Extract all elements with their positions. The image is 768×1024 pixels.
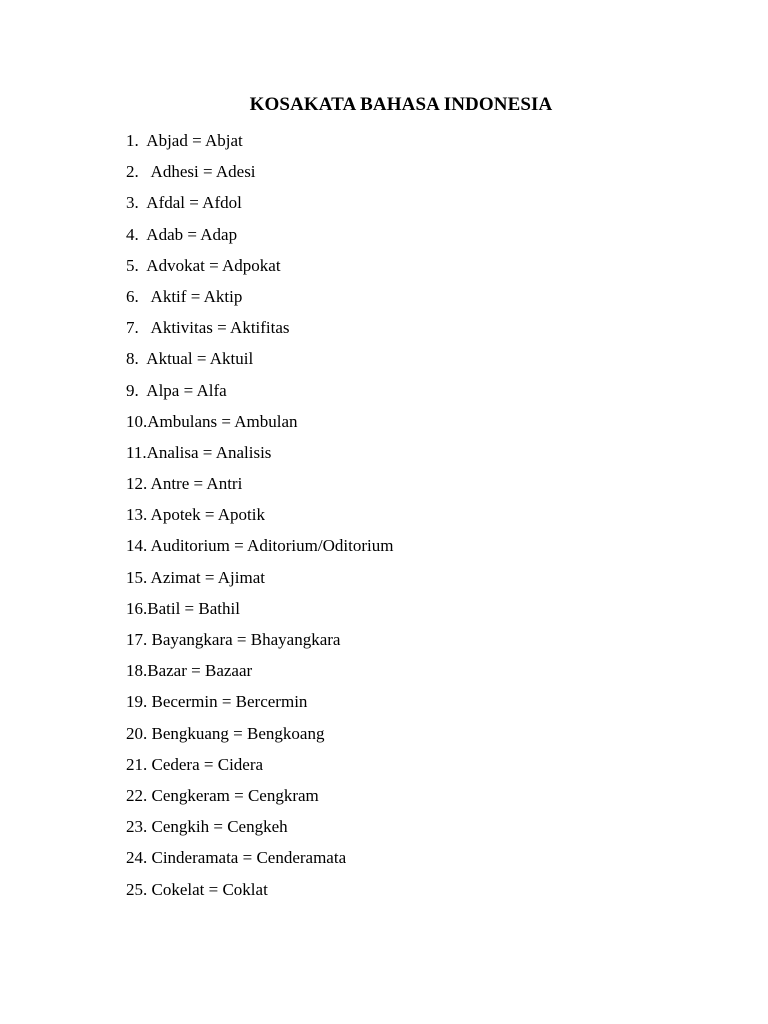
vocabulary-item: 1. Abjad = Abjat xyxy=(126,131,243,150)
vocabulary-item: 23. Cengkih = Cengkeh xyxy=(126,817,288,837)
vocabulary-item: 14. Auditorium = Aditorium/Oditorium xyxy=(126,536,394,556)
vocabulary-item: 18.Bazar = Bazaar xyxy=(126,661,253,681)
vocabulary-item: 6. Aktif = Aktip xyxy=(126,286,243,306)
vocabulary-item: 17. Bayangkara = Bhayangkara xyxy=(126,630,341,649)
vocabulary-item: 22. Cengkeram = Cengkram xyxy=(126,785,319,805)
vocabulary-item: 15. Azimat = Ajimat xyxy=(126,567,265,587)
vocabulary-item: 11.Analisa = Analisis xyxy=(126,442,272,462)
vocabulary-list xyxy=(126,128,393,908)
vocabulary-item: 20. Bengkuang = Bengkoang xyxy=(126,723,325,743)
vocabulary-item: 4. Adab = Adap xyxy=(126,224,238,244)
vocabulary-item: 5. Advokat = Adpokat xyxy=(126,255,281,275)
vocabulary-item: 25. Cokelat = Coklat xyxy=(126,879,268,899)
vocabulary-item: 24. Cinderamata = Cenderamata xyxy=(126,848,347,868)
vocabulary-item: 21. Cedera = Cidera xyxy=(126,754,264,774)
vocabulary-item: 9. Alpa = Alfa xyxy=(126,380,227,400)
vocabulary-item: 3. Afdal = Afdol xyxy=(126,193,242,213)
vocabulary-item: 19. Becermin = Bercermin xyxy=(126,692,308,712)
vocabulary-item: 12. Antre = Antri xyxy=(126,474,243,494)
vocabulary-item: 2. Adhesi = Adesi xyxy=(126,162,256,182)
vocabulary-item: 8. Aktual = Aktuil xyxy=(126,349,254,369)
vocabulary-item: 7. Aktivitas = Aktifitas xyxy=(126,318,290,338)
vocabulary-item: 13. Apotek = Apotik xyxy=(126,505,265,525)
document-title: KOSAKATA BAHASA INDONESIA xyxy=(249,94,553,115)
vocabulary-item: 16.Batil = Bathil xyxy=(126,598,240,618)
vocabulary-item: 10.Ambulans = Ambulan xyxy=(126,411,298,431)
